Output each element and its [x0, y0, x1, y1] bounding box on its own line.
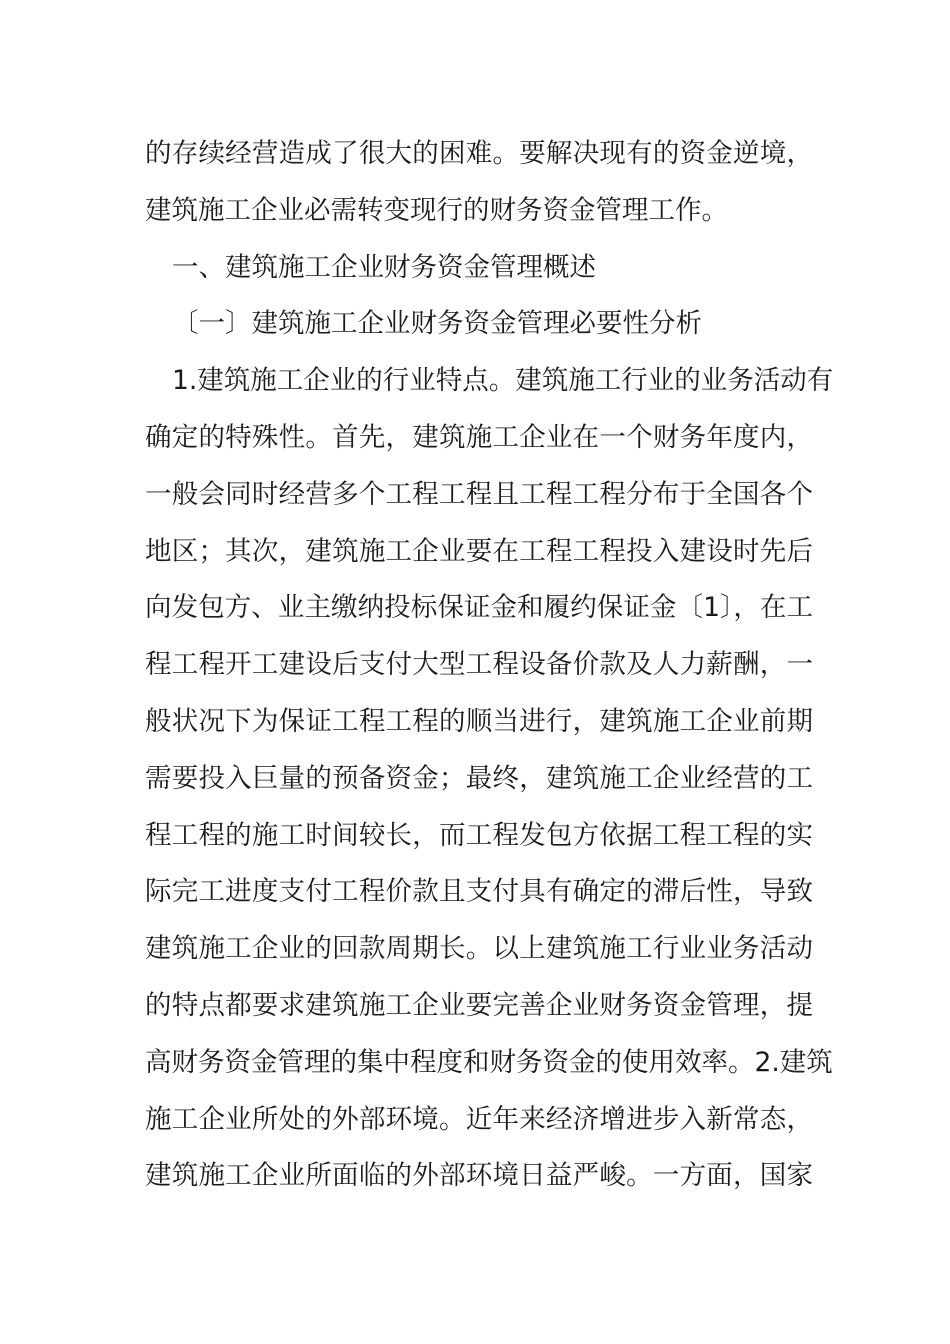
subsection-heading: 〔一〕建筑施工企业财务资金管理必要性分析 [172, 308, 702, 340]
text-line-2: 建筑施工企业必需转变现行的财务资金管理工作。 [145, 194, 728, 226]
section-heading: 一、建筑施工企业财务资金管理概述 [172, 251, 596, 283]
text-line-14: 际完工进度支付工程价款且支付具有确定的滞后性，导致 [145, 876, 813, 908]
text-line-10: 程工程开工建设后支付大型工程设备价款及人力薪酬，一 [145, 649, 813, 681]
body-text [145, 126, 834, 1205]
text-line-15: 建筑施工企业的回款周期长。以上建筑施工行业业务活动 [145, 933, 813, 965]
text-line-5: 1.建筑施工企业的行业特点。建筑施工行业的业务活动有 [172, 365, 834, 397]
text-line-16: 的特点都要求建筑施工企业要完善企业财务资金管理，提 [145, 989, 813, 1021]
text-line-11: 般状况下为保证工程工程的顺当进行，建筑施工企业前期 [145, 705, 813, 737]
text-line-8: 地区；其次，建筑施工企业要在工程工程投入建设时先后 [145, 535, 813, 567]
text-line-13: 程工程的施工时间较长，而工程发包方依据工程工程的实 [145, 819, 813, 851]
text-line-12: 需要投入巨量的预备资金；最终，建筑施工企业经营的工 [145, 762, 813, 794]
text-line-18: 施工企业所处的外部环境。近年来经济增进步入新常态， [145, 1103, 813, 1135]
text-line-19: 建筑施工企业所面临的外部环境日益严峻。一方面，国家 [145, 1160, 813, 1192]
text-line-9: 向发包方、业主缴纳投标保证金和履约保证金〔1〕，在工 [145, 592, 813, 624]
text-line-1: 的存续经营造成了很大的困难。要解决现有的资金逆境， [145, 138, 813, 169]
text-line-7: 一般会同时经营多个工程工程且工程工程分布于全国各个 [145, 478, 813, 510]
text-line-17: 高财务资金管理的集中程度和财务资金的使用效率。2.建筑 [145, 1046, 833, 1078]
text-line-6: 确定的特殊性。首先，建筑施工企业在一个财务年度内， [145, 421, 813, 453]
